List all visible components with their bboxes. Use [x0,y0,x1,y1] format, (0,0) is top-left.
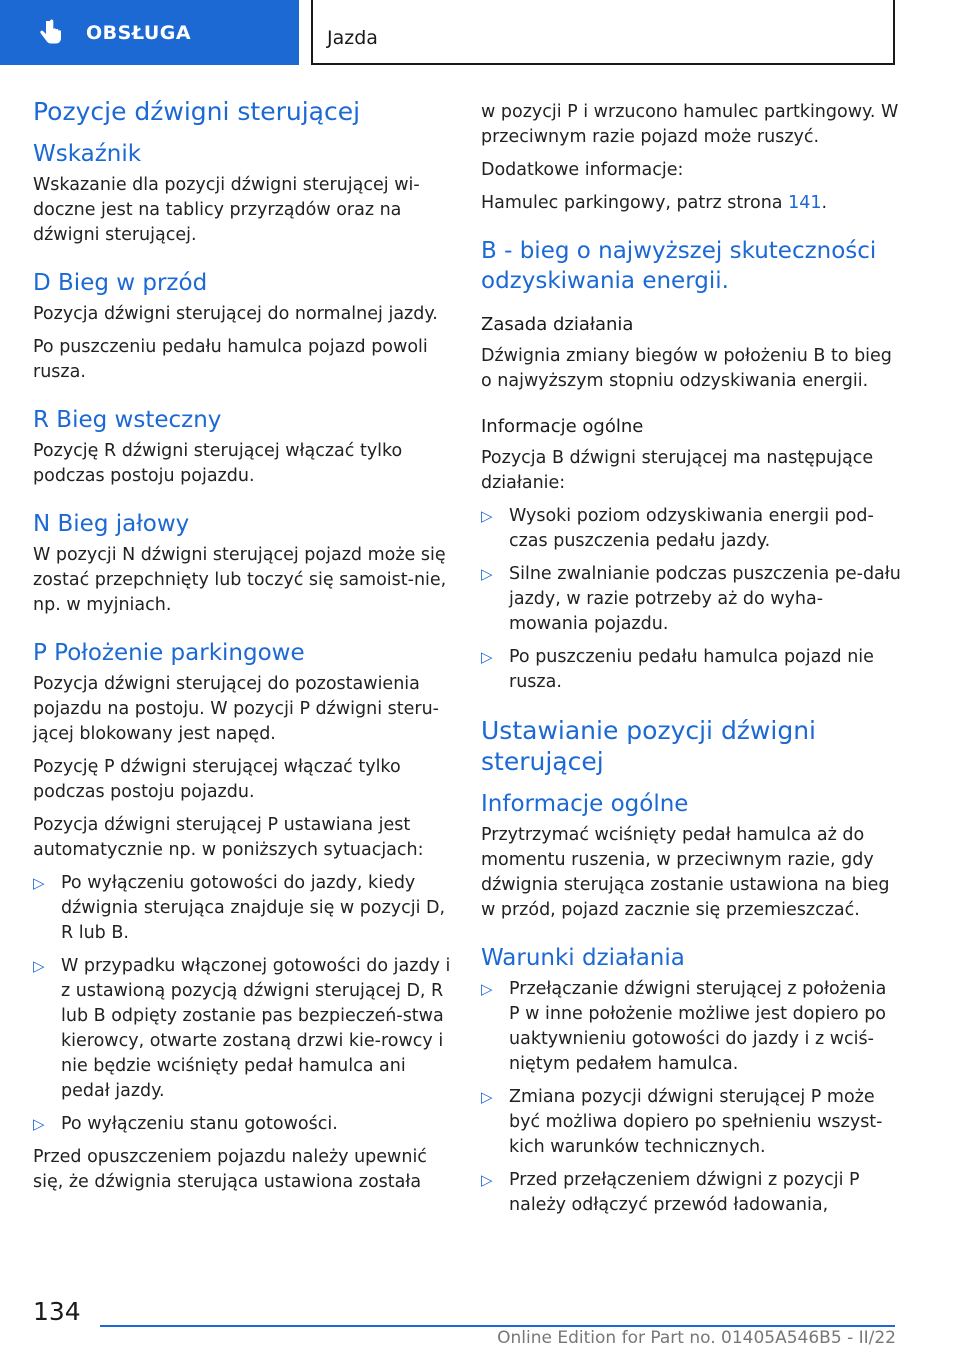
list-item: ▷ Zmiana pozycji dźwigni sterującej P może być możliwa dopiero po spełnieniu wszyst-kich warunków technicznych. [481,1085,901,1160]
heading-b-gear: B - bieg o najwyższej skuteczności odzyskiwania energii. [481,238,877,294]
triangle-bullet-icon: ▷ [481,565,493,583]
triangle-bullet-icon: ▷ [481,507,493,525]
list-item: ▷ Przełączanie dźwigni sterującej z położenia P w inne położenie możliwe jest dopiero po uaktywnieniu gotowości do jazdy i z wciś-niętym pedałem hamulca. [481,977,901,1077]
chapter-label: Jazda [327,27,378,49]
heading-d-gear: D Bieg w przód [33,270,208,296]
triangle-bullet-icon: ▷ [481,1088,493,1106]
paragraph: Przed opuszczeniem pojazdu należy upewnić się, że dźwignia sterująca ustawiona została [33,1147,427,1192]
list-item: ▷ Silne zwalnianie podczas puszczenia pe-dału jazdy, w razie potrzeby aż do wyha-mowania pojazdu. [481,562,901,637]
edition-text: Online Edition for Part no. 01405A546B5 - II/22 [497,1328,896,1348]
section-title: Pozycje dźwigni sterującej [33,97,361,126]
paragraph: Pozycja dźwigni sterującej P ustawiana jest automatycznie np. w poniższych sytuacjach: [33,815,424,860]
section-tab [0,0,299,65]
list-item: ▷ W przypadku włączonej gotowości do jazdy i z ustawioną pozycją dźwigni sterującej D, R lub B odpięty zostanie pas bezpieczeń-stwa kierowcy, otwarte zostaną drzwi kie-rowcy i nie będzie wciśnięty pedał hamulca ani pedał jazdy. [33,954,453,1104]
paragraph: Przytrzymać wciśnięty pedał hamulca aż do momentu ruszenia, w przeciwnym razie, gdy dźwignia sterująca zostanie ustawiona na bieg w przód, pojazd zacznie się przemieszczać. [481,825,890,920]
paragraph: w pozycji P i wrzucono hamulec partkingowy. W przeciwnym razie pojazd może ruszyć. [481,102,899,147]
triangle-bullet-icon: ▷ [481,980,493,998]
page-header [0,0,960,66]
heading-warunki: Warunki działania [481,945,685,971]
paragraph: Pozycję P dźwigni sterującej włączać tylko podczas postoju pojazdu. [33,757,401,802]
list-item: ▷ Po wyłączeniu stanu gotowości. [33,1112,453,1137]
footer-divider [100,1325,895,1327]
list-item: ▷ Po puszczeniu pedału hamulca pojazd nie rusza. [481,645,901,695]
subheading-zasada: Zasada działania [481,314,634,335]
heading-ustawianie: Ustawianie pozycji dźwigni sterującej [481,716,816,776]
paragraph: Pozycję R dźwigni sterującej włączać tylko podczas postoju pojazdu. [33,441,403,486]
heading-info-ogolne: Informacje ogólne [481,791,689,817]
right-column [481,100,901,1226]
list-item: ▷ Po wyłączeniu gotowości do jazdy, kiedy dźwignia sterująca znajduje się w pozycji D, R lub B. [33,871,453,946]
subheading-info: Informacje ogólne [481,416,644,437]
chapter-tab [311,0,895,65]
paragraph: Pozycja dźwigni sterującej do pozostawienia pojazdu na postoju. W pozycji P dźwigni steru-jącej blokowany jest napęd. [33,674,439,744]
page-reference-link[interactable]: 141 [788,193,822,213]
triangle-bullet-icon: ▷ [481,1171,493,1189]
list-item: ▷ Wysoki poziom odzyskiwania energii pod-czas puszczenia pedału jazdy. [481,504,901,554]
heading-n-gear: N Bieg jałowy [33,511,190,537]
paragraph: Pozycja B dźwigni sterującej ma następujące działanie: [481,448,874,493]
heading-r-gear: R Bieg wsteczny [33,407,222,433]
paragraph: Po puszczeniu pedału hamulca pojazd powoli rusza. [33,337,428,382]
list-item: ▷ Przed przełączeniem dźwigni z pozycji P należy odłączyć przewód ładowania, [481,1168,901,1218]
triangle-bullet-icon: ▷ [33,874,45,892]
hand-pointer-icon [36,18,66,48]
left-column [33,96,453,1203]
heading-wskaznik: Wskaźnik [33,141,142,167]
triangle-bullet-icon: ▷ [33,1115,45,1133]
paragraph: Dodatkowe informacje: [481,160,684,180]
paragraph: Wskazanie dla pozycji dźwigni sterującej wi-doczne jest na tablicy przyrządów oraz na dźwigni sterującej. [33,175,420,245]
section-label: OBSŁUGA [86,21,192,44]
triangle-bullet-icon: ▷ [33,957,45,975]
triangle-bullet-icon: ▷ [481,648,493,666]
heading-p-gear: P Położenie parkingowe [33,640,305,666]
paragraph: Pozycja dźwigni sterującej do normalnej jazdy. [33,304,438,324]
cross-reference: Hamulec parkingowy, patrz strona 141. [481,193,828,213]
page-number: 134 [33,1297,81,1326]
paragraph: W pozycji N dźwigni sterującej pojazd może się zostać przepchnięty lub toczyć się samoist-nie, np. w myjniach. [33,545,447,615]
paragraph: Dźwignia zmiany biegów w położeniu B to bieg o najwyższym stopniu odzyskiwania energii. [481,346,892,391]
